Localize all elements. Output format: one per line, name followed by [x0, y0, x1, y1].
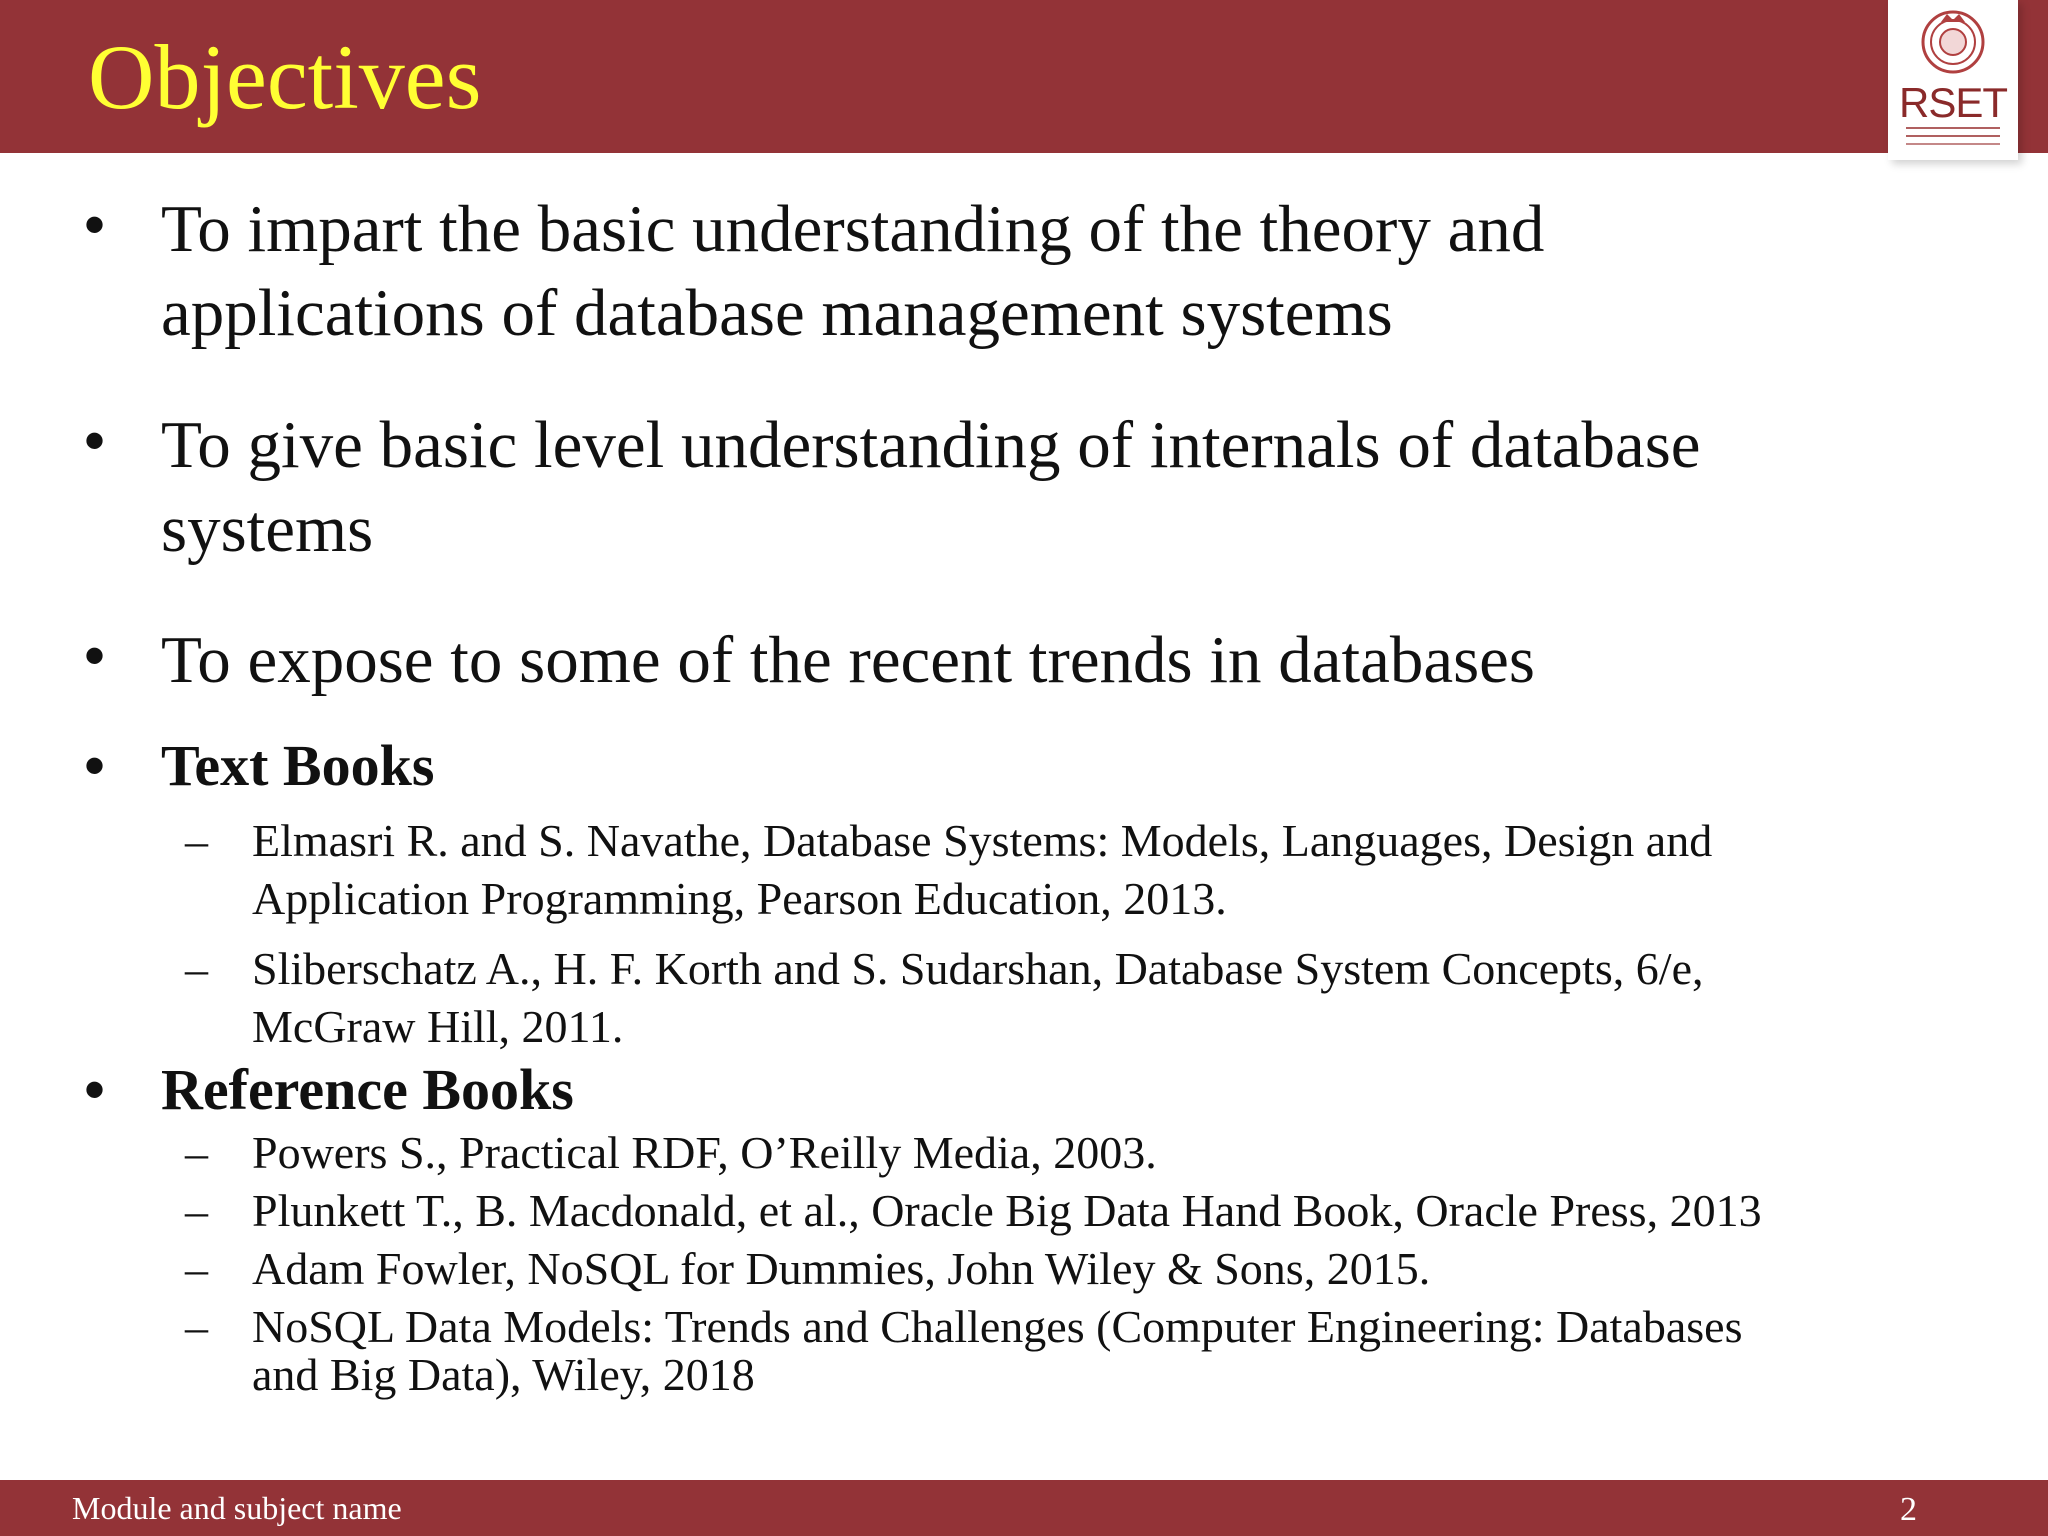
bullet-marker: •	[84, 1056, 106, 1123]
logo-label: RSET	[1898, 79, 2007, 126]
slide-title: Objectives	[88, 26, 482, 128]
book-entry-line: Application Programming, Pearson Education, 2013.	[252, 873, 1227, 924]
text-books-heading: Text Books	[161, 733, 435, 798]
dash-marker: –	[185, 1185, 208, 1236]
dash-marker: –	[185, 943, 208, 994]
objective-line: To impart the basic understanding of the theory and	[161, 192, 1545, 266]
objective-line: applications of database management systems	[161, 276, 1393, 350]
bullet-marker: •	[84, 407, 106, 474]
objective-line: To expose to some of the recent trends in databases	[161, 623, 1535, 697]
dash-marker: –	[185, 1301, 208, 1352]
book-entry-line: Adam Fowler, NoSQL for Dummies, John Wiley & Sons, 2015.	[252, 1243, 1431, 1294]
reference-books-heading: Reference Books	[161, 1057, 574, 1122]
book-entry-line: Sliberschatz A., H. F. Korth and S. Sudarshan, Database System Concepts, 6/e,	[252, 943, 1704, 994]
footer-bar	[0, 1480, 2048, 1536]
dash-marker: –	[185, 1127, 208, 1178]
dash-marker: –	[185, 815, 208, 866]
dash-marker: –	[185, 1243, 208, 1294]
book-entry-line: and Big Data), Wiley, 2018	[252, 1349, 755, 1400]
bullet-marker: •	[84, 732, 106, 799]
book-entry-line: Elmasri R. and S. Navathe, Database Systems: Models, Languages, Design and	[252, 815, 1713, 866]
bullet-marker: •	[84, 191, 106, 258]
book-entry-line: Powers S., Practical RDF, O’Reilly Media, 2003.	[252, 1127, 1157, 1178]
bullet-marker: •	[84, 622, 106, 689]
footer-module-name: Module and subject name	[72, 1490, 402, 1526]
objective-line: systems	[161, 492, 374, 566]
page-number: 2	[1900, 1491, 1917, 1528]
book-entry-line: McGraw Hill, 2011.	[252, 1001, 624, 1052]
book-entry-line: Plunkett T., B. Macdonald, et al., Oracle Big Data Hand Book, Oracle Press, 2013	[252, 1185, 1762, 1236]
objective-line: To give basic level understanding of internals of database	[161, 408, 1701, 482]
book-entry-line: NoSQL Data Models: Trends and Challenges (Computer Engineering: Databases	[252, 1301, 1743, 1352]
